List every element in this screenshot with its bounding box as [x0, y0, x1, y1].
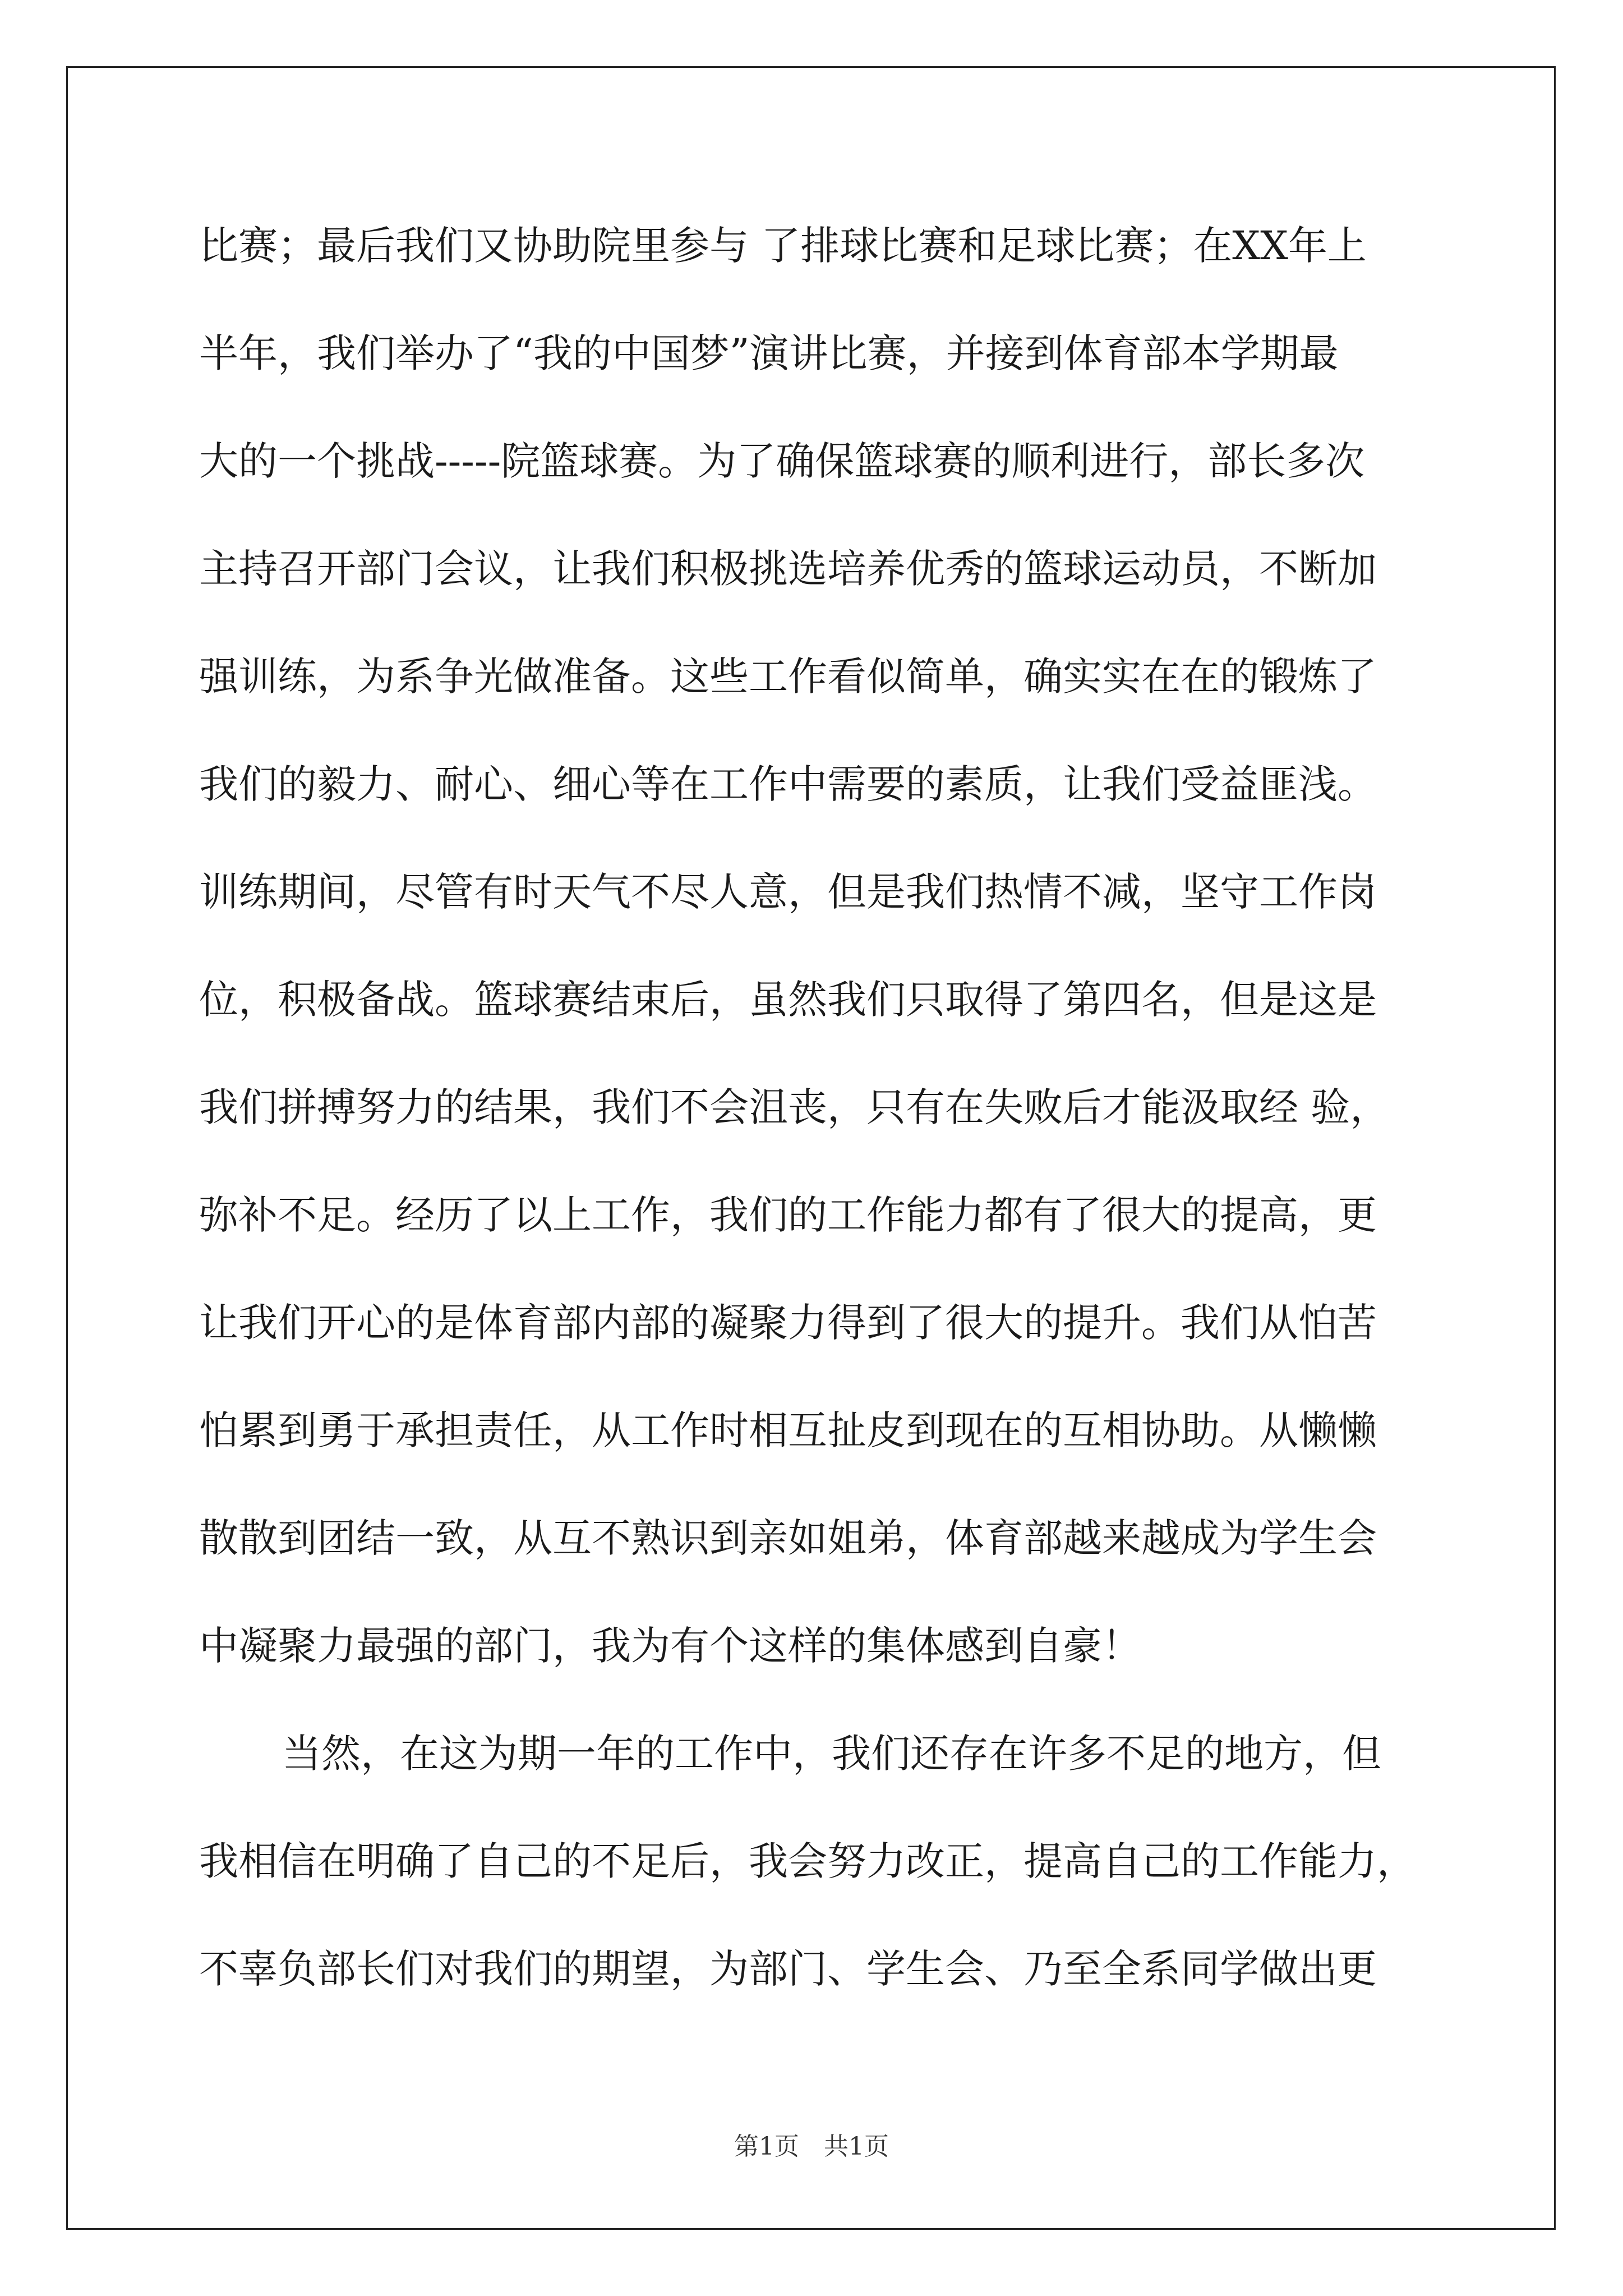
text-line: 让我们开心的是体育部内部的凝聚力得到了很大的提升。我们从怕苦	[199, 1300, 1377, 1346]
page-number-footer: 第1页 共1页	[734, 2132, 889, 2161]
text-line: 我们的毅力、耐心、细心等在工作中需要的素质，让我们受益匪浅。	[199, 761, 1377, 807]
text-line: 强训练，为系争光做准备。这些工作看似简单，确实实在在的锻炼了	[199, 654, 1377, 700]
text-line: 中凝聚力最强的部门，我为有个这样的集体感到自豪！	[199, 1623, 1141, 1669]
text-line: 弥补不足。经历了以上工作，我们的工作能力都有了很大的提高，更	[199, 1192, 1377, 1238]
text-line: 散散到团结一致，从互不熟识到亲如姐弟，体育部越来越成为学生会	[199, 1515, 1377, 1561]
paragraph-2	[199, 1717, 1433, 2040]
text-line: 比赛；最后我们又协助院里参与 了排球比赛和足球比赛；在XX年上	[199, 223, 1367, 269]
text-line: 不辜负部长们对我们的期望，为部门、学生会、乃至全系同学做出更	[199, 1946, 1377, 1992]
text-line: 半年，我们举办了“我的中国梦”演讲比赛，并接到体育部本学期最	[199, 330, 1339, 376]
text-line: 我相信在明确了自己的不足后，我会努力改正，提高自己的工作能力，	[199, 1838, 1416, 1884]
text-line: 训练期间，尽管有时天气不尽人意，但是我们热情不减，坚守工作岗	[199, 869, 1377, 915]
document-body	[199, 209, 1433, 2040]
text-line: 位，积极备战。篮球赛结束后，虽然我们只取得了第四名，但是这是	[199, 977, 1377, 1023]
text-line: 当然，在这为期一年的工作中，我们还存在许多不足的地方，但	[282, 1731, 1381, 1777]
text-line: 怕累到勇于承担责任，从工作时相互扯皮到现在的互相协助。从懒懒	[199, 1407, 1377, 1453]
paragraph-1	[199, 209, 1433, 1717]
text-line: 主持召开部门会议，让我们积极挑选培养优秀的篮球运动员，不断加	[199, 546, 1377, 592]
text-line: 我们拼搏努力的结果，我们不会沮丧，只有在失败后才能汲取经 验，	[199, 1084, 1390, 1130]
text-line: 大的一个挑战-----院篮球赛。为了确保篮球赛的顺利进行，部长多次	[199, 438, 1365, 484]
